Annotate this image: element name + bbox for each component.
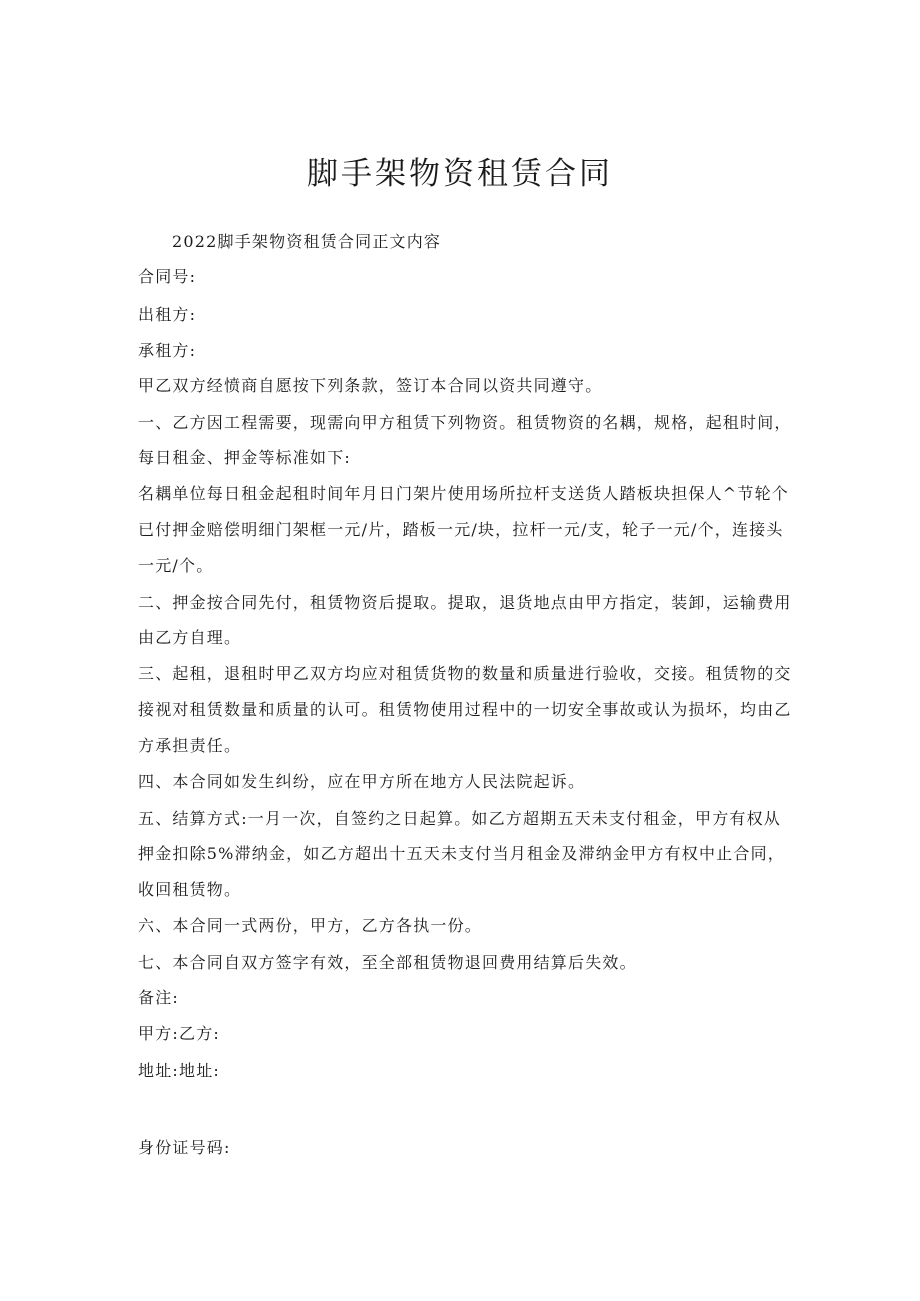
preamble-line: 甲乙双方经愤商自愿按下列条款，签订本合同以资共同遵守。: [138, 376, 603, 395]
clause-3-line-2: 接视对租赁数量和质量的认可。租赁物使用过程中的一切安全事故或认为损坏，均由乙: [138, 700, 792, 719]
clause-2-line-2: 由乙方自理。: [138, 628, 242, 647]
clause-1-line-2: 每日租金、押金等标准如下:: [138, 448, 351, 467]
clause-5-line-2: 押金扣除5%滞纳金，如乙方超出十五天未支付当月租金及滞纳金甲方有权中止合同，: [138, 844, 785, 863]
subtitle-line: 2022脚手架物资租赁合同正文内容: [172, 232, 442, 251]
clause-3-line-3: 方承担责任。: [138, 736, 242, 755]
contract-number-line: 合同号:: [138, 267, 197, 286]
clause-1-line-1: 一、乙方因工程需要，现需向甲方租赁下列物资。租赁物资的名耦，规格，起租时间，: [138, 413, 792, 432]
lessee-line: 承租方:: [138, 341, 197, 360]
clause-6-line: 六、本合同一式两份，甲方，乙方各执一份。: [138, 916, 483, 935]
clause-2-line-1: 二、押金按合同先付，租赁物资后提取。提取，退货地点由甲方指定，装卸，运输费用: [138, 593, 792, 612]
address-line: 地址:地址:: [138, 1061, 220, 1080]
clause-3-line-1: 三、起租，退租时甲乙双方均应对租赁货物的数量和质量进行验收，交接。租赁物的交: [138, 664, 792, 683]
clause-4-line: 四、本合同如发生纠纷，应在甲方所在地方人民法院起诉。: [138, 772, 586, 791]
item-list-line-2: 已付押金赔偿明细门架框一元/片，踏板一元/块，拉杆一元/支，轮子一元/个，连接头: [138, 520, 784, 539]
parties-line: 甲方:乙方:: [138, 1024, 220, 1043]
item-list-line-1: 名耦单位每日租金起租时间年月日门架片使用场所拉杆支送货人踏板块担保人^节轮个: [138, 484, 790, 503]
lessor-line: 出租方:: [138, 305, 197, 324]
id-number-line: 身份证号码:: [138, 1138, 231, 1157]
remarks-line: 备注:: [138, 988, 179, 1007]
document-title: 脚手架物资租赁合同: [307, 156, 613, 192]
clause-5-line-3: 收回租赁物。: [138, 880, 242, 899]
clause-5-line-1: 五、结算方式:一月一次，自签约之日起算。如乙方超期五天未支付租金，甲方有权从: [138, 809, 781, 828]
clause-7-line: 七、本合同自双方签字有效，至全部租赁物退回费用结算后失效。: [138, 953, 637, 972]
item-list-line-3: 一元/个。: [138, 556, 214, 575]
